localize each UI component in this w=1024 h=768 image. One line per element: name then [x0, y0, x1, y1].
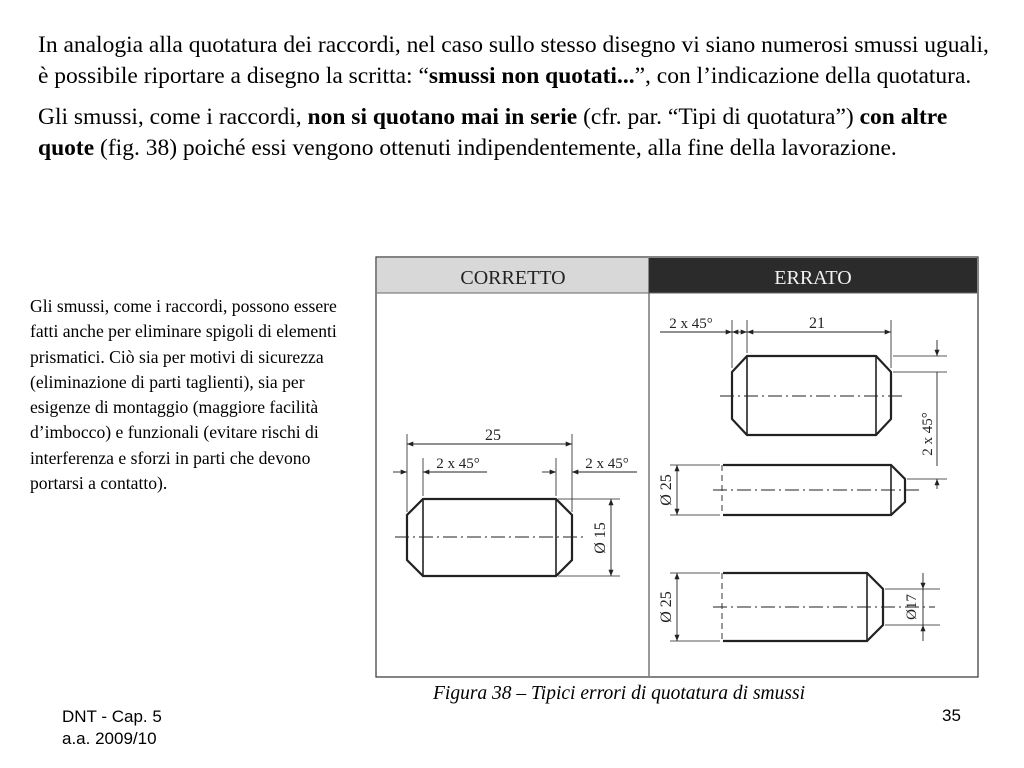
figure-caption: Figura 38 – Tipici errori di quotatura di smussi — [433, 683, 805, 704]
side-text: Gli smussi, come i raccordi, possono essere fatti anche per eliminare spigoli di elementi prismatici. Ciò sia per motivi di sicurezza (eliminazione di parti taglienti), sia per esigenze di montaggio (maggiore facilità d’imbocco) e funzionali (evitare rischi di interferenza e sforzi in parti che devono portarsi a contatto). — [30, 296, 337, 494]
wrong-chamfer-vertical-label: 2 x 45° — [920, 412, 936, 456]
wrong-diameter-small-label: Ø17 — [904, 594, 920, 620]
correct-chamfer-right-label: 2 x 45° — [585, 456, 629, 472]
correct-chamfer-left-label: 2 x 45° — [436, 456, 480, 472]
wrong-diameter-bottom-label: Ø 25 — [658, 591, 675, 623]
wrong-length-top-label: 21 — [809, 315, 825, 332]
figure-38 — [375, 256, 979, 680]
header-correct: CORRETTO — [460, 267, 566, 289]
footer-course-info — [62, 706, 162, 750]
intro-paragraph-1: In analogia alla quotatura dei raccordi, nel caso sullo stesso disegno vi siano numerosi smussi uguali, è possibile riportare a disegno la scritta: “smussi non quotati...”, con l’indicazione della quotatura. — [38, 32, 989, 89]
header-wrong: ERRATO — [774, 267, 852, 289]
intro-text — [38, 30, 998, 174]
footer-year: a.a. 2009/10 — [62, 729, 157, 748]
footer-course: DNT - Cap. 5 — [62, 707, 162, 726]
intro-paragraph-2: Gli smussi, come i raccordi, non si quotano mai in serie (cfr. par. “Tipi di quotatura”) con altre quote (fig. 38) poiché essi vengono ottenuti indipendentemente, alla fine della lavorazione. — [38, 104, 948, 161]
correct-length-label: 25 — [485, 427, 501, 444]
page-number: 35 — [942, 706, 961, 725]
wrong-chamfer-top-label: 2 x 45° — [669, 316, 713, 332]
wrong-diameter-mid-label: Ø 25 — [658, 474, 675, 506]
correct-diameter-label: Ø 15 — [592, 522, 609, 554]
